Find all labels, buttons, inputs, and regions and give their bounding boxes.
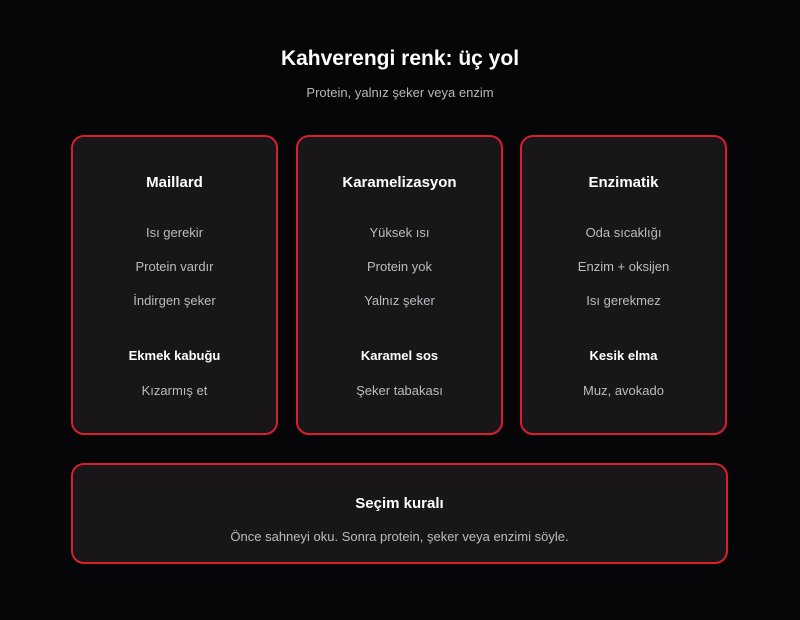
card-line: Oda sıcaklığı [585, 225, 662, 240]
card-line: Yüksek ısı [369, 225, 430, 240]
card-karamelizasyon [296, 135, 503, 435]
card-title: Enzimatik [588, 174, 659, 191]
card-maillard [71, 135, 278, 435]
card-title: Maillard [146, 174, 203, 191]
card-line: Protein vardır [135, 259, 214, 274]
diagram-title: Kahverengi renk: üç yol [280, 47, 520, 70]
card-example-plain: Muz, avokado [583, 383, 664, 398]
card-line: Enzim + oksijen [577, 259, 670, 274]
card-enzimatik [520, 135, 727, 435]
card-example-plain: Kızarmış et [141, 383, 208, 398]
rule-title: Seçim kuralı [355, 495, 444, 512]
card-example-bold: Ekmek kabuğu [128, 348, 221, 363]
selection-rule-box [71, 463, 728, 564]
card-example-bold: Kesik elma [589, 348, 658, 363]
card-line: Yalnız şeker [364, 293, 435, 308]
card-line: Protein yok [366, 259, 433, 274]
diagram-subtitle: Protein, yalnız şeker veya enzim [306, 85, 494, 100]
card-title: Karamelizasyon [342, 174, 457, 191]
card-example-bold: Karamel sos [360, 348, 439, 363]
card-line: Isı gerekir [145, 225, 204, 240]
rule-text: Önce sahneyi oku. Sonra protein, şeker veya enzimi söyle. [230, 529, 569, 544]
card-example-plain: Şeker tabakası [356, 383, 443, 398]
card-line: İndirgen şeker [133, 293, 216, 308]
card-line: Isı gerekmez [586, 293, 661, 308]
